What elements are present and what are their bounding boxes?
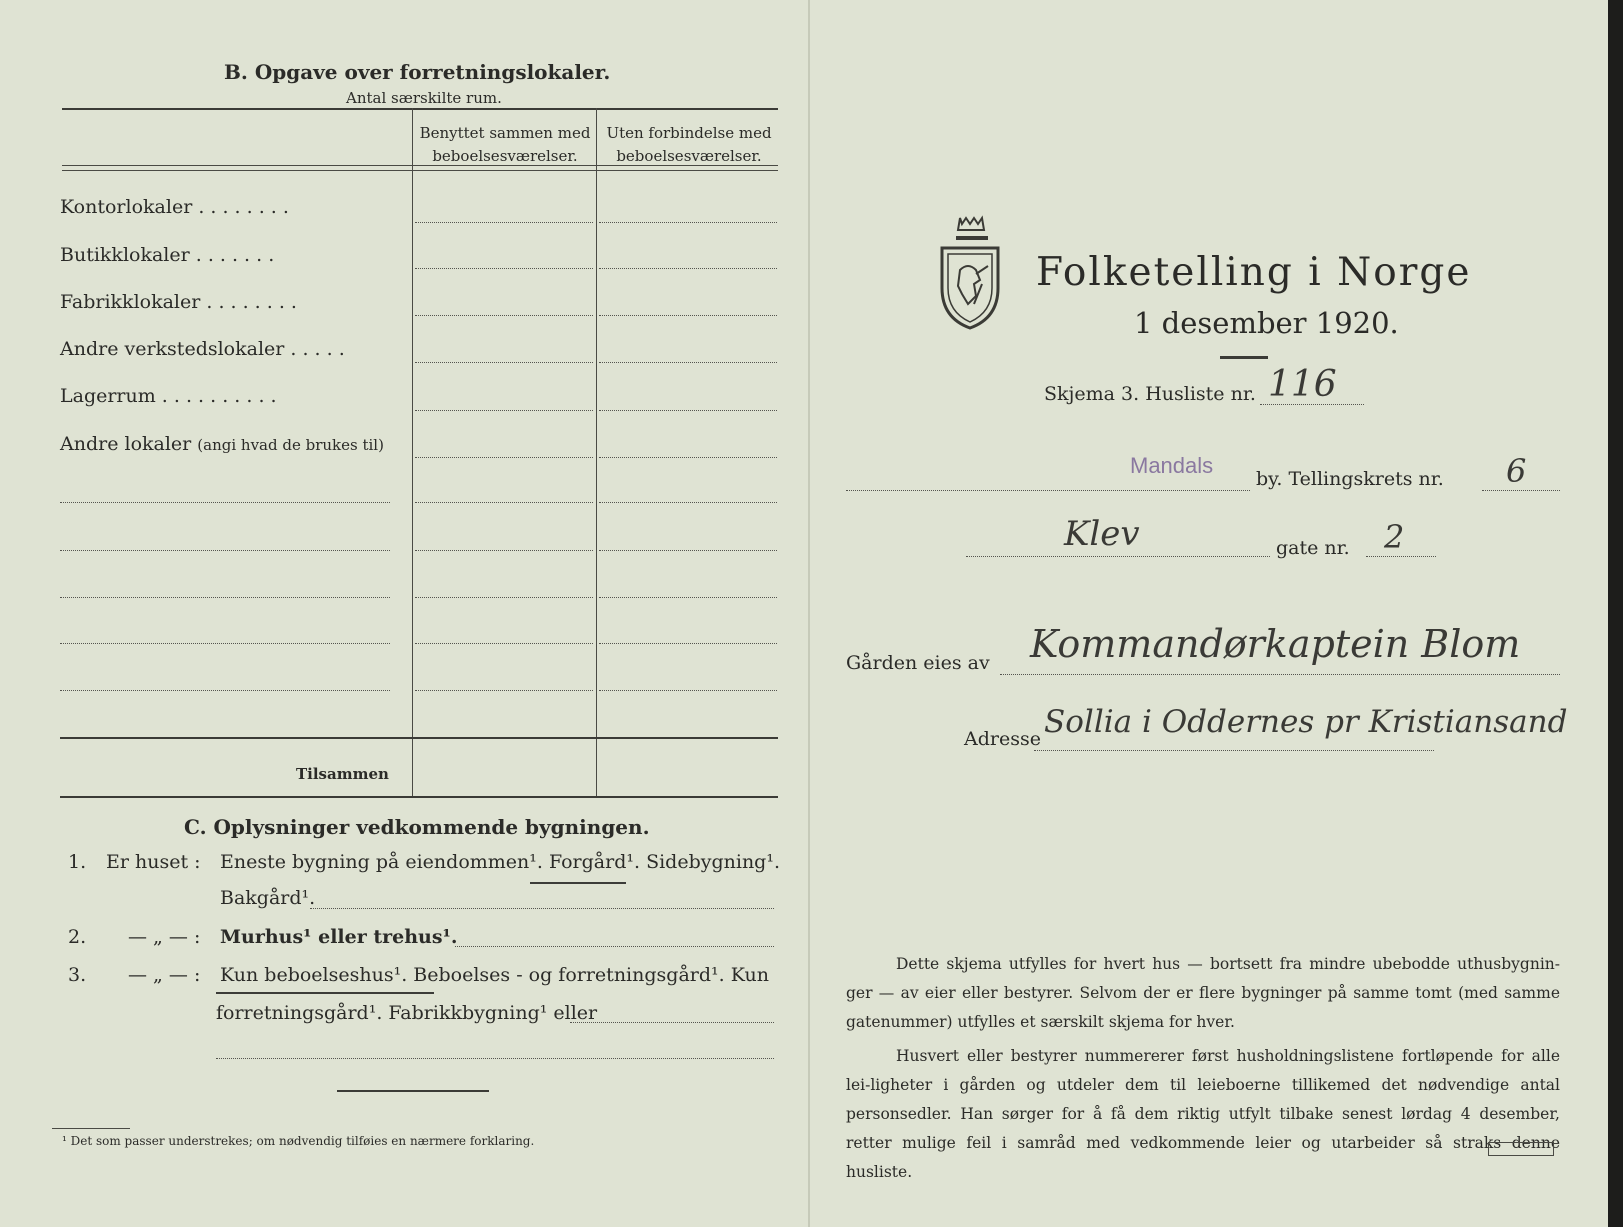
gate-label: gate nr. — [1276, 537, 1350, 559]
owner-label: Gården eies av — [846, 652, 990, 674]
q1-options-line2: Bakgård¹. — [220, 887, 316, 909]
row-label-verkstedslokaler: Andre verkstedslokaler . . . . . — [60, 338, 345, 360]
beboelseshus-underline — [216, 992, 434, 994]
instructions-paragraph-2: Husvert eller bestyrer nummererer først husholdningslistene fortløpende for alle lei-ligheter i gården og utdeler dem til leieboerne tillikemed det nødvendige antal personsedler. Han sørger for å få dem riktig utfylt tilbake senest lørdag 4 desember, retter mulige feil i samråd med vedkommende leier og utarbeider så straks denne husliste. — [846, 1047, 1560, 1181]
husliste-number[interactable]: 116 — [1268, 364, 1337, 405]
census-date: 1 desember 1920. — [1134, 306, 1399, 340]
city-stamp: Mandals — [1130, 453, 1214, 478]
q3-label: — „ — : — [128, 964, 201, 986]
address-label: Adresse — [964, 728, 1041, 750]
scan-edge — [1608, 0, 1623, 1227]
norway-coat-of-arms — [936, 214, 1004, 336]
owner-name[interactable]: Kommandørkaptein Blom — [1030, 622, 1521, 666]
by-tellingskrets-label: by. Tellingskrets nr. — [1256, 468, 1444, 490]
col-header-without-dwelling: Uten forbindelse med beboelsesværelser. — [606, 124, 772, 165]
instructions-paragraph-1: Dette skjema utfylles for hvert hus — bortsett fra mindre ubebodde uthusbygnin-ger — av eier eller bestyrer. Selvom der er flere bygninger på samme tomt (med samme gatenummer) utfylles et særskilt skjema for hver. — [846, 955, 1560, 1031]
footnote: ¹ Det som passer understrekes; om nødvendig tilføies en nærmere forklaring. — [62, 1134, 535, 1148]
q2-label: — „ — : — [128, 926, 201, 948]
q2-options: Murhus¹ eller trehus¹. — [220, 926, 458, 948]
q2-number: 2. — [68, 926, 87, 948]
q1-label: Er huset : — [106, 851, 201, 873]
q3-options-line1: Kun beboelseshus¹. Beboelses - og forretningsgård¹. Kun — [220, 964, 769, 986]
section-b-title: B. Opgave over forretningslokaler. — [224, 60, 611, 84]
q1-number: 1. — [68, 851, 87, 873]
skjema-label: Skjema 3. Husliste nr. — [1044, 383, 1256, 405]
row-label-lagerrum: Lagerrum . . . . . . . . . . — [60, 385, 277, 407]
page-fold — [808, 0, 810, 1227]
col-header-with-dwelling: Benyttet sammen med beboelsesværelser. — [419, 124, 591, 165]
q3-options-line2: forretningsgård¹. Fabrikkbygning¹ eller — [216, 1002, 598, 1024]
row-label-butikklokaler: Butikklokaler . . . . . . . — [60, 244, 275, 266]
total-label: Tilsammen — [296, 765, 389, 783]
forgard-underline — [530, 882, 626, 884]
form-title: Folketelling i Norge — [1036, 250, 1472, 295]
q1-options-line1: Eneste bygning på eiendommen¹. Forgård¹. Sidebygning¹. — [220, 851, 780, 873]
tellingskrets-number[interactable]: 6 — [1506, 452, 1527, 490]
row-label-kontorlokaler: Kontorlokaler . . . . . . . . — [60, 196, 289, 218]
row-label-fabrikklokaler: Fabrikklokaler . . . . . . . . — [60, 291, 297, 313]
row-label-andre-lokaler: Andre lokaler (angi hvad de brukes til) — [60, 433, 384, 455]
q3-number: 3. — [68, 964, 87, 986]
gate-number[interactable]: 2 — [1384, 518, 1405, 556]
section-b-subtitle: Antal særskilte rum. — [346, 89, 502, 107]
printer-mark — [1488, 1142, 1554, 1156]
section-c-title: C. Oplysninger vedkommende bygningen. — [184, 815, 650, 839]
owner-address[interactable]: Sollia i Oddernes pr Kristiansand — [1044, 704, 1568, 740]
street-name[interactable]: Klev — [1064, 514, 1140, 554]
